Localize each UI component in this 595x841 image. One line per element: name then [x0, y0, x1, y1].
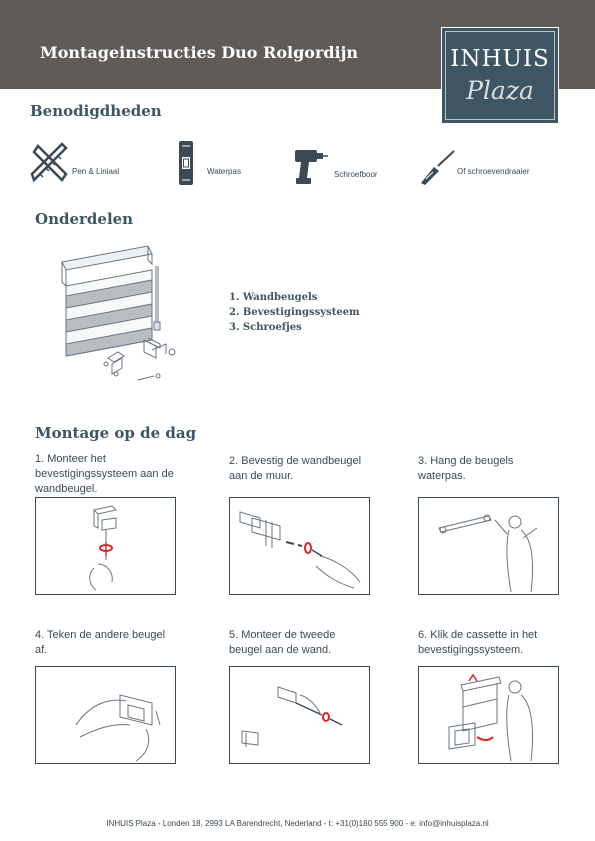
logo-line-1: INHUIS: [450, 46, 550, 72]
roller-blind-parts-illustration: [56, 240, 186, 388]
section-title-benodigdheden: Benodigdheden: [30, 102, 162, 120]
pen-ruler-icon: [30, 140, 70, 184]
tool-screwdriver: [418, 150, 456, 191]
tool-level: [178, 140, 194, 191]
tool-label-pen-ruler: Pen & Liniaal: [72, 167, 120, 176]
step-text-2: 2. Bevestig de wandbeugel aan de muur.: [229, 455, 362, 482]
step-text-6: 6. Klik de cassette in het bevestigingssysteem.: [418, 629, 538, 656]
step-text-1: 1. Monteer het bevestigingssysteem aan de wandbeugel.: [35, 453, 174, 495]
document-title: Montageinstructies Duo Rolgordijn: [40, 43, 359, 62]
tool-drill: [293, 148, 329, 191]
screwdriver-icon: [418, 150, 456, 186]
step-text-3: 3. Hang de beugels waterpas.: [418, 455, 514, 482]
inhuis-plaza-logo: [441, 27, 559, 124]
section-title-montage: Montage op de dag: [35, 424, 197, 442]
step-illustration-2: [229, 497, 370, 595]
tool-label-screwdriver: Of schroevendraaier: [457, 167, 530, 176]
step-illustration-1: [35, 497, 176, 595]
step-illustration-6: [418, 666, 559, 764]
logo-line-2: Plaza: [466, 76, 534, 105]
level-icon: [178, 140, 194, 186]
tool-label-level: Waterpas: [207, 167, 241, 176]
step-text-5: 5. Monteer de tweede beugel aan de wand.: [229, 629, 336, 656]
parts-item: 3. Schroefjes: [229, 322, 302, 333]
step-illustration-5: [229, 666, 370, 764]
parts-list: [229, 290, 360, 335]
tool-pen-ruler: [30, 140, 70, 189]
parts-item: 1. Wandbeugels: [229, 292, 318, 303]
parts-item: 2. Bevestigingssysteem: [229, 307, 360, 318]
step-illustration-4: [35, 666, 176, 764]
step-illustration-3: [418, 497, 559, 595]
footer-contact: INHUIS Plaza - Londen 18, 2993 LA Barendrecht, Nederland - t: +31(0)180 555 900 - e: info@inhuisplaza.nl: [106, 819, 489, 828]
tool-label-drill: Schroefboor: [334, 170, 378, 179]
section-title-onderdelen: Onderdelen: [35, 210, 134, 228]
drill-icon: [293, 148, 329, 186]
step-text-4: 4. Teken de andere beugel af.: [35, 629, 166, 656]
